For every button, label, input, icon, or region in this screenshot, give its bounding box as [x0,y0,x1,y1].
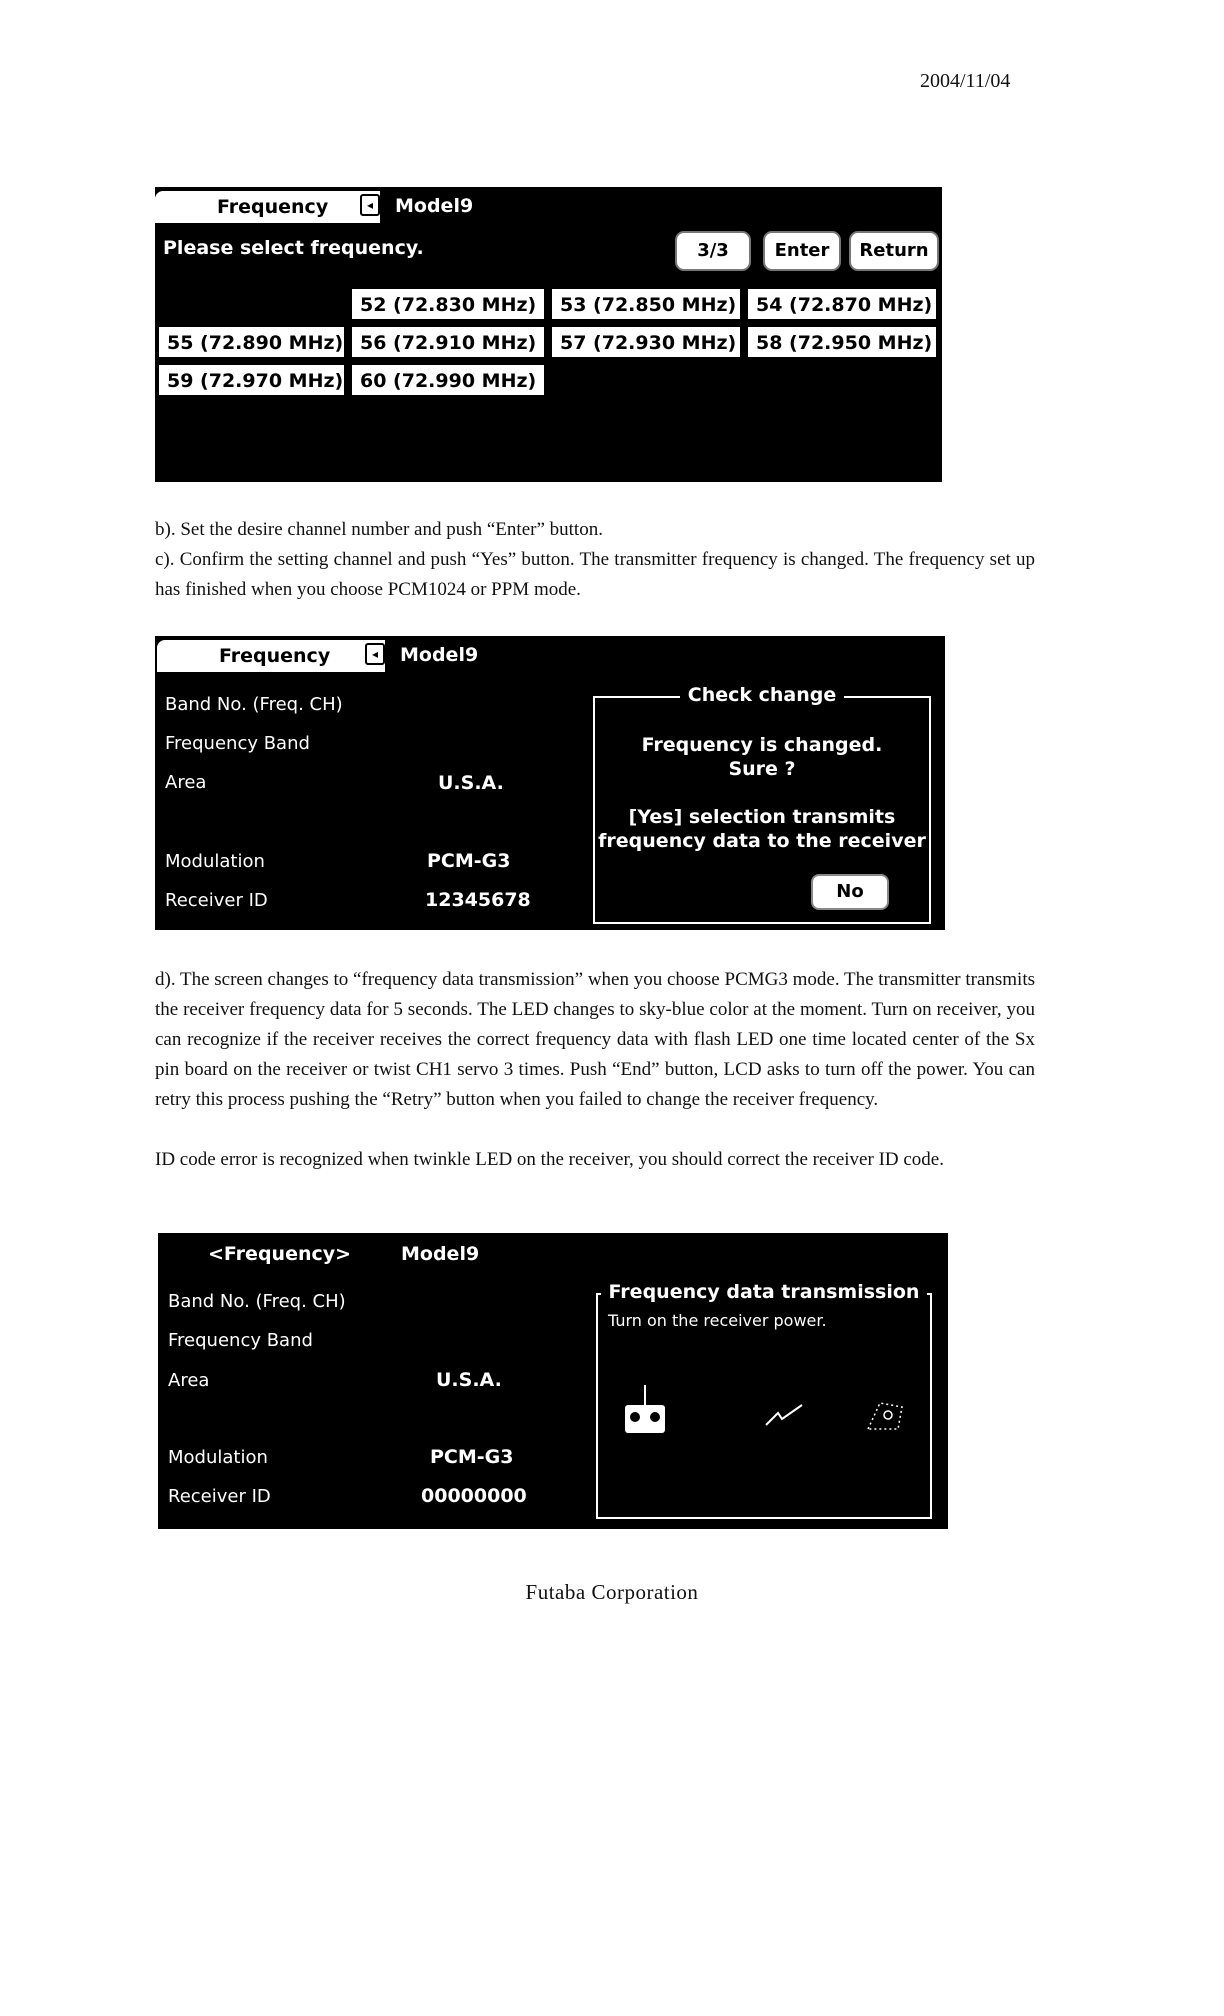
check-change-dialog [593,684,931,924]
page-button[interactable]: 3/3 [675,231,751,271]
frequency-band-label: Frequency Band [165,733,310,754]
tab-arrow-icon: ◂ [365,643,385,665]
dialog-title: Frequency data transmission [601,1281,928,1303]
frequency-select-screen [155,187,942,482]
area-label: Area [168,1370,210,1391]
band-no-label: Band No. (Freq. CH) [168,1291,346,1312]
frequency-transmission-screen [158,1233,948,1529]
modulation-label: Modulation [165,851,265,872]
screen-title: <Frequency> [208,1243,352,1265]
receiver-id-label: Receiver ID [165,890,268,911]
dialog-line-4: frequency data to the receiver [598,830,926,852]
model-name: Model9 [400,644,479,666]
frequency-tab[interactable] [155,191,380,223]
freq-option-52[interactable]: 52 (72.830 MHz) [350,287,546,321]
area-value: U.S.A. [438,772,504,794]
frequency-tab-label: Frequency [219,645,331,667]
freq-option-58[interactable]: 58 (72.950 MHz) [746,325,938,359]
signal-icon [764,1403,804,1427]
modulation-label: Modulation [168,1447,268,1468]
dialog-line-2: Sure ? [728,758,796,780]
model-name: Model9 [401,1243,480,1265]
frequency-tab[interactable] [157,640,385,672]
receiver-id-value: 12345678 [425,889,531,911]
transmitter-icon [620,1385,670,1435]
enter-button[interactable]: Enter [763,231,841,271]
area-value: U.S.A. [436,1369,502,1391]
freq-option-56[interactable]: 56 (72.910 MHz) [350,325,546,359]
freq-option-59[interactable]: 59 (72.970 MHz) [157,363,346,397]
no-button[interactable]: No [811,874,889,910]
receiver-icon [860,1395,910,1435]
frequency-tab-label: Frequency [217,196,329,218]
band-no-label: Band No. (Freq. CH) [165,694,343,715]
freq-option-54[interactable]: 54 (72.870 MHz) [746,287,938,321]
instruction-c: c). Confirm the setting channel and push “Yes” button. The transmitter frequency is changed. The frequency set up has finished when you choose PCM1024 or PPM mode. [155,549,1035,600]
dialog-line-1: Frequency is changed. [641,734,883,756]
instruction-b: b). Set the desire channel number and push “Enter” button. [155,519,603,540]
area-label: Area [165,772,207,793]
model-name: Model9 [395,195,474,217]
freq-option-53[interactable]: 53 (72.850 MHz) [550,287,742,321]
tab-arrow-icon: ◂ [360,194,380,216]
dialog-line-3: [Yes] selection transmits [628,806,896,828]
select-prompt: Please select frequency. [163,237,424,259]
modulation-value: PCM-G3 [430,1446,514,1468]
receiver-id-value: 00000000 [421,1485,527,1507]
instruction-d: d). The screen changes to “frequency data transmission” when you choose PCMG3 mode. The transmitter transmits the receiver frequency data for 5 seconds. The LED changes to sky-blue color at the moment. Turn on receiver, you can recognize if the receiver receives the correct frequency data with flash LED one time located center of the Sx pin board on the receiver or twist CH1 servo 3 times. Push “End” button, LCD asks to turn off the power. You can retry this process pushing the “Retry” button when you failed to change the receiver frequency. [155,969,1035,1110]
receiver-id-label: Receiver ID [168,1486,271,1507]
freq-option-60[interactable]: 60 (72.990 MHz) [350,363,546,397]
dialog-subtitle: Turn on the receiver power. [608,1311,827,1330]
check-change-screen [155,636,945,930]
document-date: 2004/11/04 [920,70,1011,92]
footer-company: Futaba Corporation [525,1580,699,1604]
freq-option-55[interactable]: 55 (72.890 MHz) [157,325,346,359]
return-button[interactable]: Return [849,231,939,271]
modulation-value: PCM-G3 [427,850,511,872]
id-error-note: ID code error is recognized when twinkle LED on the receiver, you should correct the receiver ID code. [155,1149,944,1170]
transmission-dialog [596,1281,932,1519]
dialog-title: Check change [680,684,845,706]
frequency-band-label: Frequency Band [168,1330,313,1351]
freq-option-57[interactable]: 57 (72.930 MHz) [550,325,742,359]
